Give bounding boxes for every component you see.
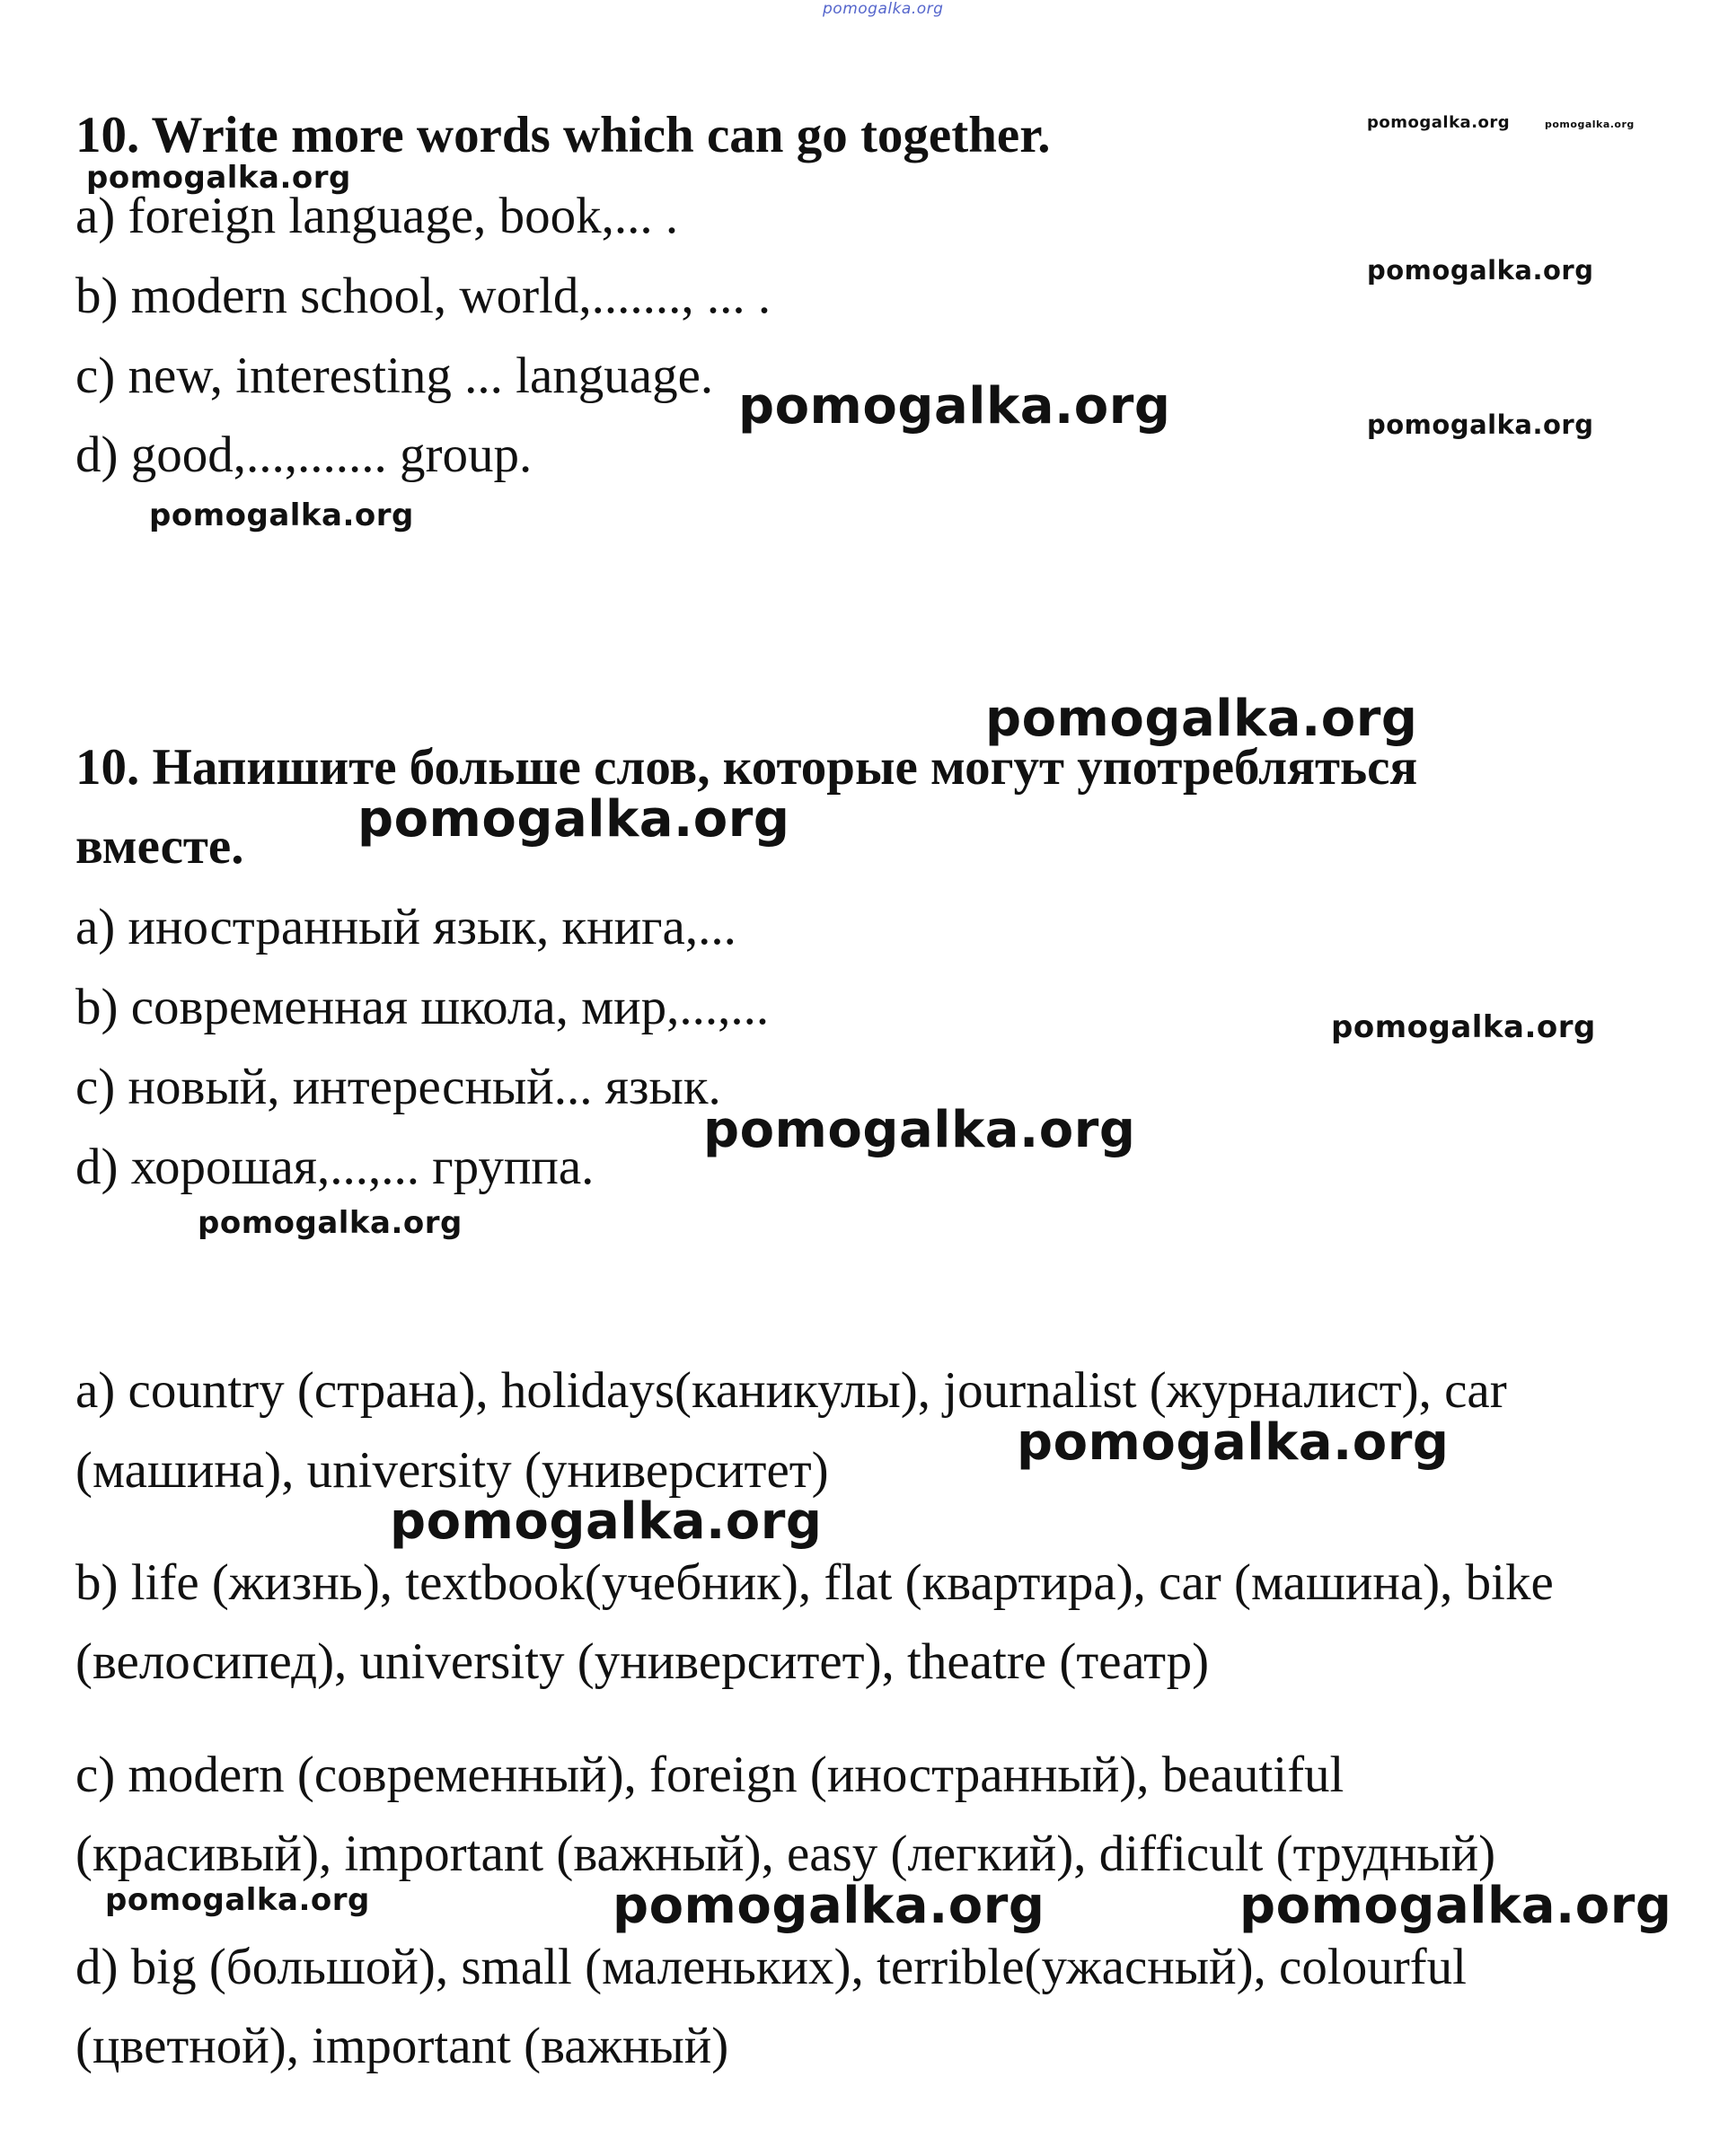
russian-heading-line1: 10. Напишите больше слов, которые могут употребляться: [75, 739, 1418, 796]
answer-a-line2: (машина), university (университет): [75, 1442, 829, 1499]
watermark: pomogalka.org: [1545, 119, 1635, 130]
answer-c-line2: (красивый), important (важный), easy (легкий), difficult (трудный): [75, 1826, 1496, 1882]
watermark: pomogalka.org: [105, 1882, 370, 1918]
watermark: pomogalka.org: [1331, 1009, 1596, 1045]
answer-a-line1: a) country (страна), holidays(каникулы), journalist (журналист), car: [75, 1362, 1507, 1419]
russian-heading-line2: вместе.: [75, 818, 244, 875]
russian-line-a: a) иностранный язык, книга,...: [75, 899, 736, 955]
watermark: pomogalka.org: [1017, 1413, 1450, 1472]
answer-b-line1: b) life (жизнь), textbook(учебник), flat (квартира), car (машина), bike: [75, 1554, 1554, 1611]
watermark: pomogalka.org: [390, 1492, 823, 1551]
watermark: pomogalka.org: [703, 1101, 1136, 1159]
watermark: pomogalka.org: [985, 690, 1418, 748]
russian-line-d: d) хорошая,...,... группа.: [75, 1139, 595, 1195]
watermark: pomogalka.org: [1367, 409, 1594, 440]
watermark: pomogalka.org: [149, 497, 414, 533]
english-line-a: a) foreign language, book,... .: [75, 188, 679, 244]
watermark: pomogalka.org: [1239, 1877, 1672, 1935]
english-heading: 10. Write more words which can go together.: [75, 107, 1051, 163]
watermark: pomogalka.org: [357, 790, 790, 849]
russian-line-c: c) новый, интересный... язык.: [75, 1059, 721, 1115]
english-line-b: b) modern school, world,......., ... .: [75, 268, 771, 324]
english-line-d: d) good,...,....... group.: [75, 427, 533, 483]
russian-line-b: b) современная школа, мир,...,...: [75, 979, 770, 1035]
answer-d-line2: (цветной), important (важный): [75, 2018, 729, 2074]
top-watermark: pomogalka.org: [823, 0, 944, 18]
watermark: pomogalka.org: [738, 377, 1171, 436]
watermark: pomogalka.org: [86, 160, 351, 196]
answer-c-line1: c) modern (современный), foreign (иностранный), beautiful: [75, 1747, 1344, 1803]
english-line-c: c) new, interesting ... language.: [75, 348, 714, 404]
answer-b-line2: (велосипед), university (университет), theatre (театр): [75, 1633, 1210, 1690]
watermark: pomogalka.org: [1367, 113, 1511, 132]
answer-d-line1: d) big (большой), small (маленьких), terrible(ужасный), colourful: [75, 1939, 1467, 1995]
watermark: pomogalka.org: [198, 1205, 463, 1241]
watermark: pomogalka.org: [1367, 255, 1594, 286]
watermark: pomogalka.org: [613, 1877, 1045, 1935]
